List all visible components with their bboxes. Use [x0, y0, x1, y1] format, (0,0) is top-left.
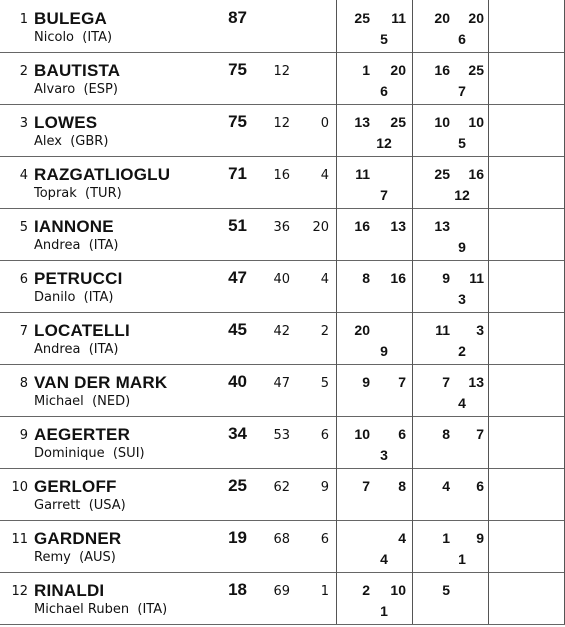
rider-firstname-country	[34, 82, 118, 97]
column-divider	[488, 364, 489, 416]
rider-surname: RINALDI	[34, 581, 105, 600]
gap-to-previous: 0	[320, 116, 329, 131]
gap-to-leader: 12	[273, 116, 290, 131]
column-divider	[488, 104, 489, 156]
position-number: 3	[19, 116, 28, 131]
event-1-race-2-points: 20	[390, 62, 406, 78]
event-2-sprint-points: 3	[458, 291, 466, 307]
event-2-race-1-points: 9	[442, 270, 450, 286]
event-1-race-2-points: 13	[390, 218, 406, 234]
event-2-race-2-points: 16	[468, 166, 484, 182]
event-1-race-2-points: 16	[390, 270, 406, 286]
rider-firstname: Remy	[34, 550, 71, 565]
gap-to-previous: 6	[320, 428, 329, 443]
column-divider	[336, 208, 337, 260]
event-2-race-2-points: 20	[468, 10, 484, 26]
rider-firstname-country	[34, 186, 122, 201]
event-1-race-1-points: 10	[354, 426, 370, 442]
event-2-race-2-points: 9	[476, 530, 484, 546]
total-points: 51	[228, 216, 247, 235]
event-2-sprint-points: 12	[454, 187, 470, 203]
event-1-sprint-points: 7	[380, 187, 388, 203]
rider-country: (ITA)	[83, 290, 114, 305]
event-2-sprint-points: 9	[458, 239, 466, 255]
rider-firstname: Nicolo	[34, 30, 75, 45]
gap-to-leader: 12	[273, 64, 290, 79]
rider-firstname-country	[34, 238, 119, 253]
event-1-sprint-points: 3	[380, 447, 388, 463]
event-2-race-1-points: 11	[435, 322, 450, 338]
event-2-race-2-points: 10	[468, 114, 484, 130]
event-2-race-1-points: 8	[442, 426, 450, 442]
event-1-race-1-points: 7	[362, 478, 370, 494]
column-divider	[488, 416, 489, 468]
event-1-race-1-points: 16	[354, 218, 370, 234]
event-2-sprint-points: 6	[458, 31, 466, 47]
rider-surname: AEGERTER	[34, 425, 131, 444]
column-divider	[412, 520, 413, 572]
rider-firstname-country	[34, 446, 145, 461]
rider-surname: LOWES	[34, 113, 98, 132]
rider-country: (ITA)	[88, 238, 119, 253]
rider-surname: IANNONE	[34, 217, 114, 236]
event-1-race-1-points: 8	[362, 270, 370, 286]
event-1-race-1-points: 9	[362, 374, 370, 390]
rider-firstname: Alex	[34, 134, 62, 149]
rider-country: (ITA)	[137, 602, 168, 617]
rider-surname: GERLOFF	[34, 477, 117, 496]
rider-surname: BULEGA	[34, 9, 107, 28]
event-2-race-1-points: 25	[434, 166, 450, 182]
gap-to-leader: 68	[273, 532, 290, 547]
rider-surname: VAN DER MARK	[34, 373, 168, 392]
event-2-race-1-points: 1	[442, 530, 450, 546]
event-2-sprint-points: 2	[458, 343, 466, 359]
gap-to-previous: 4	[320, 272, 329, 287]
column-divider	[336, 572, 337, 624]
event-2-sprint-points: 5	[458, 135, 466, 151]
event-1-race-2-points: 4	[398, 530, 406, 546]
rider-firstname-country	[34, 342, 119, 357]
event-2-race-1-points: 20	[434, 10, 450, 26]
rider-firstname: Andrea	[34, 342, 81, 357]
position-number: 2	[19, 64, 28, 79]
column-divider	[412, 312, 413, 364]
rider-firstname: Andrea	[34, 238, 81, 253]
gap-to-leader: 16	[273, 168, 290, 183]
gap-to-leader: 69	[273, 584, 290, 599]
event-1-race-1-points: 11	[355, 166, 370, 182]
rider-firstname-country	[34, 30, 112, 45]
rider-surname: BAUTISTA	[34, 61, 121, 80]
event-1-race-2-points: 7	[398, 374, 406, 390]
total-points: 45	[228, 320, 247, 339]
event-2-race-1-points: 10	[434, 114, 450, 130]
event-1-race-1-points: 25	[354, 10, 370, 26]
gap-to-previous: 6	[320, 532, 329, 547]
rider-country: (ITA)	[88, 342, 119, 357]
column-divider	[412, 416, 413, 468]
event-1-race-1-points: 2	[362, 582, 370, 598]
rider-firstname-country	[34, 602, 167, 617]
event-1-sprint-points: 5	[380, 31, 388, 47]
table-row	[0, 468, 565, 521]
column-divider	[336, 416, 337, 468]
total-points: 87	[228, 8, 247, 27]
position-number: 7	[19, 324, 28, 339]
column-divider	[336, 468, 337, 520]
column-divider	[336, 0, 337, 52]
column-divider	[336, 520, 337, 572]
column-divider	[412, 208, 413, 260]
total-points: 18	[228, 580, 247, 599]
table-row	[0, 312, 565, 365]
event-2-race-2-points: 7	[476, 426, 484, 442]
gap-to-leader: 42	[273, 324, 290, 339]
position-number: 12	[11, 584, 28, 599]
event-2-sprint-points: 4	[458, 395, 466, 411]
event-2-race-1-points: 13	[434, 218, 450, 234]
column-divider	[336, 52, 337, 104]
event-1-race-2-points: 6	[398, 426, 406, 442]
event-1-race-1-points: 13	[354, 114, 370, 130]
event-2-race-2-points: 6	[476, 478, 484, 494]
table-row	[0, 572, 565, 625]
column-divider	[488, 312, 489, 364]
rider-firstname-country	[34, 290, 113, 305]
gap-to-previous: 5	[320, 376, 329, 391]
rider-firstname-country	[34, 498, 126, 513]
gap-to-previous: 20	[312, 220, 329, 235]
position-number: 4	[19, 168, 28, 183]
total-points: 19	[228, 528, 247, 547]
table-row	[0, 416, 565, 469]
gap-to-leader: 47	[273, 376, 290, 391]
event-2-race-2-points: 3	[476, 322, 484, 338]
total-points: 40	[228, 372, 247, 391]
column-divider	[488, 0, 489, 52]
event-2-race-1-points: 7	[442, 374, 450, 390]
rider-firstname: Garrett	[34, 498, 81, 513]
column-divider	[336, 312, 337, 364]
event-1-race-2-points: 25	[390, 114, 406, 130]
rider-country: (SUI)	[112, 446, 145, 461]
position-number: 8	[19, 376, 28, 391]
event-2-race-1-points: 4	[442, 478, 450, 494]
column-divider	[336, 156, 337, 208]
event-1-race-1-points: 20	[354, 322, 370, 338]
event-1-race-2-points: 10	[390, 582, 406, 598]
table-row	[0, 156, 565, 209]
total-points: 25	[228, 476, 247, 495]
rider-firstname: Danilo	[34, 290, 76, 305]
event-1-race-1-points: 1	[362, 62, 370, 78]
table-row	[0, 364, 565, 417]
column-divider	[336, 104, 337, 156]
rider-firstname: Dominique	[34, 446, 105, 461]
column-divider	[336, 364, 337, 416]
position-number: 1	[19, 12, 28, 27]
event-2-race-2-points: 11	[469, 270, 484, 286]
column-divider	[412, 468, 413, 520]
column-divider	[336, 260, 337, 312]
table-row	[0, 520, 565, 573]
rider-firstname: Toprak	[34, 186, 77, 201]
gap-to-leader: 53	[273, 428, 290, 443]
gap-to-previous: 1	[320, 584, 329, 599]
total-points: 71	[228, 164, 247, 183]
column-divider	[488, 520, 489, 572]
column-divider	[412, 156, 413, 208]
column-divider	[488, 468, 489, 520]
event-2-race-1-points: 5	[442, 582, 450, 598]
column-divider	[412, 0, 413, 52]
rider-country: (NED)	[92, 394, 131, 409]
column-divider	[412, 260, 413, 312]
column-divider	[488, 260, 489, 312]
event-2-sprint-points: 7	[458, 83, 466, 99]
total-points: 75	[228, 60, 247, 79]
rider-firstname-country	[34, 550, 116, 565]
rider-surname: PETRUCCI	[34, 269, 123, 288]
position-number: 5	[19, 220, 28, 235]
gap-to-leader: 36	[273, 220, 290, 235]
position-number: 11	[11, 532, 28, 547]
column-divider	[488, 156, 489, 208]
gap-to-previous: 4	[320, 168, 329, 183]
rider-country: (GBR)	[70, 134, 109, 149]
rider-firstname-country	[34, 134, 108, 149]
event-2-race-2-points: 13	[468, 374, 484, 390]
rider-surname: LOCATELLI	[34, 321, 130, 340]
event-1-sprint-points: 1	[380, 603, 388, 619]
rider-surname: RAZGATLIOGLU	[34, 165, 171, 184]
event-2-sprint-points: 1	[458, 551, 466, 567]
column-divider	[488, 52, 489, 104]
table-row	[0, 260, 565, 313]
event-2-race-1-points: 16	[434, 62, 450, 78]
total-points: 47	[228, 268, 247, 287]
rider-firstname: Michael Ruben	[34, 602, 130, 617]
event-1-sprint-points: 6	[380, 83, 388, 99]
total-points: 75	[228, 112, 247, 131]
rider-firstname: Michael	[34, 394, 84, 409]
position-number: 9	[19, 428, 28, 443]
rider-surname: GARDNER	[34, 529, 122, 548]
rider-country: (ITA)	[82, 30, 113, 45]
gap-to-leader: 40	[273, 272, 290, 287]
event-2-race-2-points: 25	[468, 62, 484, 78]
table-row	[0, 52, 565, 105]
column-divider	[412, 104, 413, 156]
event-1-sprint-points: 4	[380, 551, 388, 567]
gap-to-previous: 2	[320, 324, 329, 339]
gap-to-leader: 62	[273, 480, 290, 495]
column-divider	[488, 572, 489, 624]
rider-country: (TUR)	[85, 186, 122, 201]
rider-country: (AUS)	[79, 550, 116, 565]
event-1-race-2-points: 11	[391, 10, 406, 26]
total-points: 34	[228, 424, 247, 443]
gap-to-previous: 9	[320, 480, 329, 495]
table-row	[0, 104, 565, 157]
event-1-sprint-points: 9	[380, 343, 388, 359]
rider-country: (ESP)	[83, 82, 118, 97]
event-1-race-2-points: 8	[398, 478, 406, 494]
position-number: 6	[19, 272, 28, 287]
column-divider	[412, 364, 413, 416]
table-row	[0, 208, 565, 261]
position-number: 10	[11, 480, 28, 495]
event-1-sprint-points: 12	[376, 135, 392, 151]
rider-firstname-country	[34, 394, 130, 409]
rider-country: (USA)	[88, 498, 126, 513]
column-divider	[412, 572, 413, 624]
column-divider	[412, 52, 413, 104]
rider-firstname: Alvaro	[34, 82, 76, 97]
table-row	[0, 0, 565, 53]
column-divider	[488, 208, 489, 260]
